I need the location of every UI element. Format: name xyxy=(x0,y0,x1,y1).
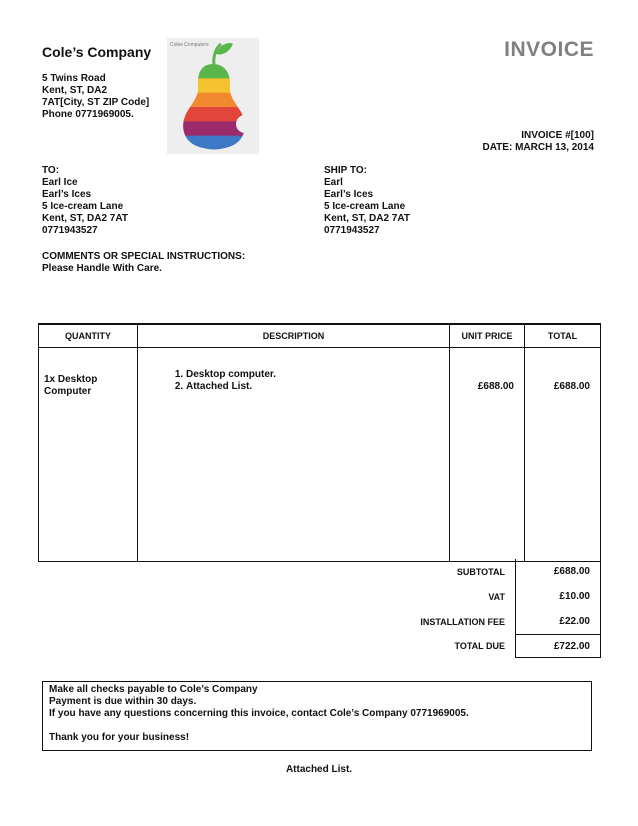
address-line: Kent, ST, DA2 xyxy=(42,85,108,96)
ship-to-line: Earl xyxy=(324,177,343,188)
totals-table xyxy=(38,559,601,658)
logo-stripe xyxy=(167,93,259,108)
item-quantity: 1x Desktop Computer xyxy=(39,348,138,562)
item-total: £688.00 xyxy=(525,348,601,562)
ship-to-line: 0771943527 xyxy=(324,225,380,236)
bill-to-line: Kent, ST, DA2 7AT xyxy=(42,213,128,224)
vat-label: VAT xyxy=(488,591,505,602)
invoice-title: INVOICE xyxy=(504,38,594,61)
bill-to-heading: TO: xyxy=(42,165,60,176)
payment-notes-box xyxy=(42,681,592,751)
company-address xyxy=(42,73,149,121)
total-due-value: £722.00 xyxy=(516,635,601,658)
address-line: Phone 0771969005. xyxy=(42,109,134,120)
subtotal-label: SUBTOTAL xyxy=(456,566,505,577)
description-item: 2. Attached List. xyxy=(186,381,449,393)
totals-row xyxy=(38,609,601,635)
description-item: 1. Desktop computer. xyxy=(186,369,449,381)
totals-row xyxy=(38,584,601,609)
table-row xyxy=(39,348,601,562)
footer-line: Thank you for your business! xyxy=(49,732,190,743)
footer-line: Make all checks payable to Cole’s Company xyxy=(49,684,258,695)
comments-section xyxy=(42,251,245,275)
header-quantity: QUANTITY xyxy=(39,324,138,348)
invoice-date: DATE: MARCH 13, 2014 xyxy=(482,142,594,153)
header-description: DESCRIPTION xyxy=(138,324,450,348)
totals-row xyxy=(38,635,601,658)
installation-fee-label: INSTALLATION FEE xyxy=(420,616,505,627)
comments-heading: COMMENTS OR SPECIAL INSTRUCTIONS: xyxy=(42,251,246,262)
footer-line: If you have any questions concerning this invoice, contact Cole’s Company 0771969005. xyxy=(49,708,469,719)
bill-to-line: Earl Ice xyxy=(42,177,78,188)
items-header-row xyxy=(39,324,601,348)
ship-to-line: 5 Ice-cream Lane xyxy=(324,201,406,212)
totals-row xyxy=(38,559,601,584)
installation-fee-value: £22.00 xyxy=(516,609,601,635)
total-due-label: TOTAL DUE xyxy=(454,641,505,651)
logo-stripe xyxy=(167,78,259,93)
bill-to xyxy=(42,165,128,237)
ship-to-line: Earl’s Ices xyxy=(324,189,374,200)
footer-line: Payment is due within 30 days. xyxy=(49,696,197,707)
ship-to-heading: SHIP TO: xyxy=(324,165,367,176)
attached-list-note: Attached List. xyxy=(285,764,353,775)
comments-text: Please Handle With Care. xyxy=(42,263,162,274)
item-description xyxy=(138,348,450,562)
header-total: TOTAL xyxy=(525,324,601,348)
logo-text: Coles Computers xyxy=(170,42,209,48)
item-unit-price: £688.00 xyxy=(450,348,525,562)
footer-spacer xyxy=(49,720,591,732)
company-logo xyxy=(167,38,259,154)
pear-logo-icon xyxy=(167,38,259,154)
ship-to xyxy=(324,165,410,237)
invoice-meta xyxy=(482,130,594,154)
invoice-number: INVOICE #[100] xyxy=(521,130,594,141)
header-unit-price: UNIT PRICE xyxy=(450,324,525,348)
address-line: 5 Twins Road xyxy=(42,73,106,84)
subtotal-value: £688.00 xyxy=(516,559,601,584)
bill-to-line: 5 Ice-cream Lane xyxy=(42,201,124,212)
ship-to-line: Kent, ST, DA2 7AT xyxy=(324,213,410,224)
bill-to-line: Earl’s Ices xyxy=(42,189,92,200)
vat-value: £10.00 xyxy=(516,584,601,609)
items-table xyxy=(38,323,601,562)
address-line: 7AT[City, ST ZIP Code] xyxy=(42,97,150,108)
logo-stripe xyxy=(167,64,259,79)
company-name: Cole’s Company xyxy=(42,44,152,60)
bill-to-line: 0771943527 xyxy=(42,225,98,236)
logo-stripe xyxy=(167,136,259,151)
